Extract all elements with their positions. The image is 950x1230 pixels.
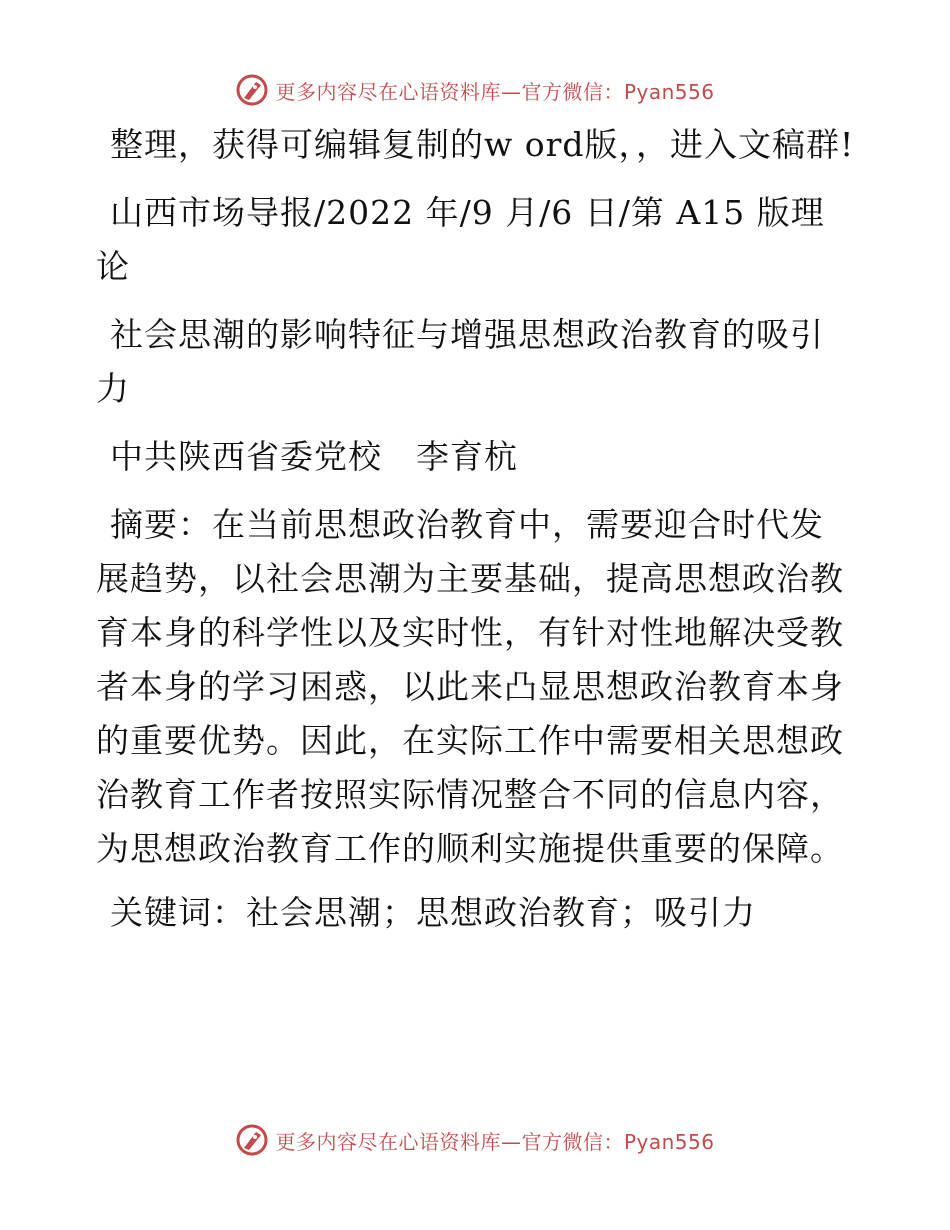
- intro-note: 整理，获得可编辑复制的w ord版，，进入文稿群!: [110, 125, 855, 164]
- author-line: 中共陕西省委党校 李育杭: [110, 437, 518, 476]
- publication-info: 山西市场导报/2022 年/9 月/6 日/第 A15 版理论: [96, 193, 825, 286]
- pen-nib-logo-icon: [235, 1123, 269, 1157]
- abstract-paragraph: 摘要：在当前思想政治教育中，需要迎合时代发展趋势，以社会思潮为主要基础，提高思想政治教育本身的科学性以及实时性，有针对性地解决受教者本身的学习困惑，以此来凸显思想政治教育本身的重要优势。因此，在实际工作中需要相关思想政治教育工作者按照实际情况整合不同的信息内容，为思想政治教育工作的顺利实施提供重要的保障。: [96, 505, 844, 868]
- footer-watermark-text: 更多内容尽在心语资料库—官方微信：Pyan556: [275, 1129, 715, 1154]
- header-watermark-text: 更多内容尽在心语资料库—官方微信：Pyan556: [275, 79, 715, 104]
- keywords-line: 关键词：社会思潮；思想政治教育；吸引力: [110, 893, 756, 932]
- article-title: 社会思潮的影响特征与增强思想政治教育的吸引力: [96, 315, 824, 408]
- footer-watermark-banner: [0, 1118, 950, 1162]
- header-watermark-banner: [0, 68, 950, 112]
- pen-nib-logo-icon: [235, 73, 269, 107]
- document-body: [96, 118, 856, 954]
